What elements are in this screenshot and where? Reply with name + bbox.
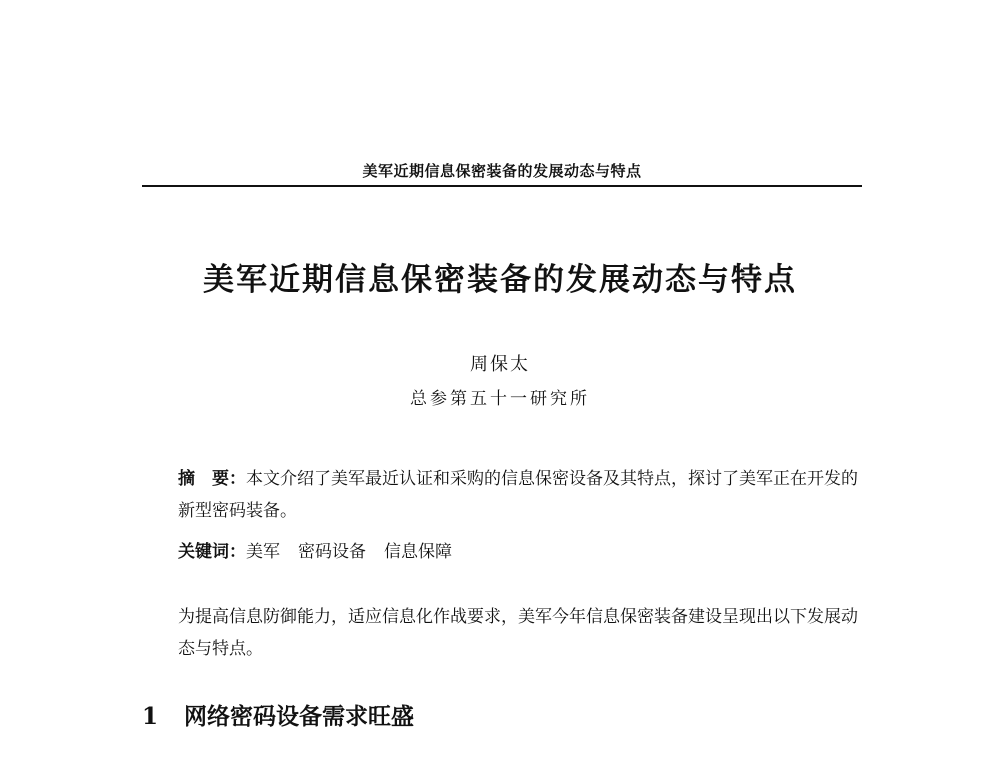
author-affiliation: 总参第五十一研究所 [410,389,590,409]
section-heading [142,698,414,731]
keyword-item: 信息保障 [384,542,452,562]
section-number: 1 [142,703,159,730]
keyword-item: 密码设备 [298,542,366,562]
paper-title: 美军近期信息保密装备的发展动态与特点 [203,262,797,298]
abstract-label: 摘 要： [178,469,246,489]
running-header: 美军近期信息保密装备的发展动态与特点 [362,162,642,180]
keywords-label: 关键词： [178,542,246,562]
keyword-item: 美军 [246,542,280,562]
keywords [142,536,862,568]
header-rule [142,185,862,187]
intro-text: 为提高信息防御能力，适应信息化作战要求，美军今年信息保密装备建设呈现出以下发展动态与特点。 [178,607,858,659]
abstract-body [142,463,862,527]
author-name: 周保太 [470,354,530,375]
intro-paragraph [142,601,862,665]
abstract-text: 本文介绍了美军最近认证和采购的信息保密设备及其特点，探讨了美军正在开发的新型密码装备。 [178,469,858,521]
section-title: 网络密码设备需求旺盛 [184,704,415,730]
abstract [142,463,862,527]
